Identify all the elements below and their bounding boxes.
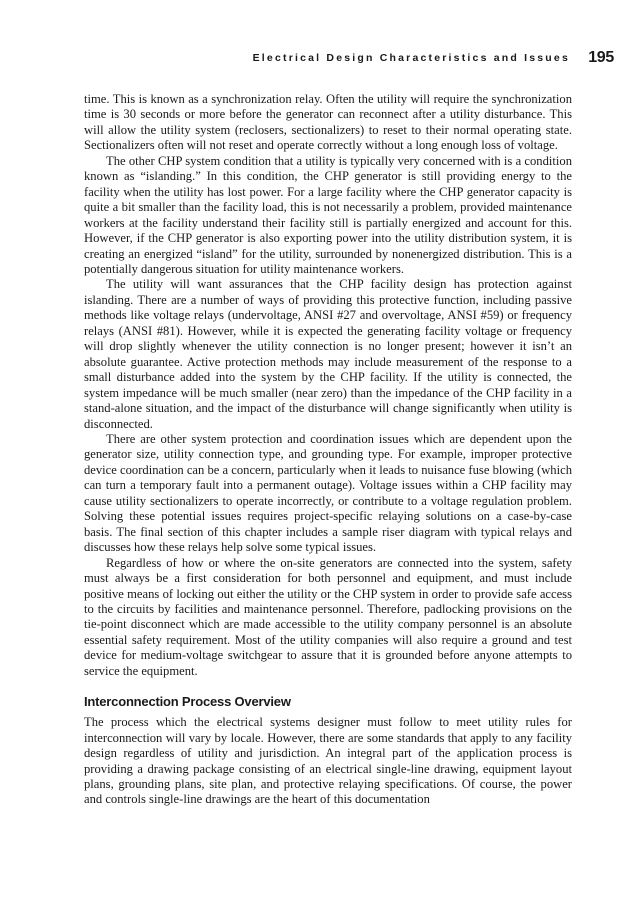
running-header (84, 51, 614, 71)
paragraph-anti-islanding-protection: The utility will want assurances that the CHP facility design has protection against islanding. There are a number of ways of providing this protective function, including passive methods like voltage relays (undervoltage, ANSI #27 and overvoltage, ANSI #59) or frequency relays (ANSI #81). However, while it is expected the generating facility voltage or frequency will drop slightly whenever the utility connection is no longer present; however it isn’t an absolute guarantee. Active protection methods may include measurement of the response to a small disturbance added into the system by the CHP facility. If the utility is connected, the system impedance will be much smaller (near zero) than the impedance of the CHP facility in a stand-alone situation, and the impact of the disturbance will change significantly when utility is disconnected. (84, 277, 572, 431)
paragraph-continued: time. This is known as a synchronization relay. Often the utility will require the synchronization time is 30 seconds or more before the generator can reconnect after a utility disturbance. This will allow the utility system (reclosers, sectionalizers) to reset to their normal operating state. Sectionalizers often will not reset and operate correctly without a long enough loss of voltage. (84, 92, 572, 153)
section-heading: Interconnection Process Overview (84, 694, 291, 710)
paragraph-safety-lockout: Regardless of how or where the on-site generators are connected into the system, safety must always be a first consideration for both personnel and equipment, and must include positive means of locking out either the utility or the CHP system in order to provide safe access to the circuits by facilities and maintenance personnel. Therefore, padlocking provisions on the tie-point disconnect which are made accessible to the utility company personnel is an absolute essential safety requirement. Most of the utility companies will also require a ground and test device for medium-voltage switchgear to assure that it is grounded before anyone attempts to service the equipment. (84, 555, 572, 678)
body-text (84, 92, 572, 808)
paragraph-protection-coordination: There are other system protection and coordination issues which are dependent upon the generator size, utility connection type, and grounding type. For example, improper protective device coordination can be a concern, particularly when it leads to nuisance fuse blowing (which can turn a temporary fault into a permanent outage). Voltage issues within a CHP facility may cause utility sectionalizers to operate incorrectly, or contribute to a voltage regulation problem. Solving these potential issues requires project-specific relaying solutions on a case-by-case basis. The final section of this chapter includes a sample riser diagram with typical relays and discusses how these relays help solve some typical issues. (84, 431, 572, 555)
paragraph-islanding: The other CHP system condition that a utility is typically very concerned with is a condition known as “islanding.” In this condition, the CHP generator is still providing energy to the facility when the utility has lost power. For a large facility where the CHP generator capacity is quite a bit smaller than the facility load, this is not necessarily a problem, provided maintenance workers at the facility understand their facility still is partially energized and account for this. However, if the CHP generator is also exporting power into the utility distribution system, it is creating an energized “island” for the utility, surrounded by nonenergized distribution. This is a potentially dangerous situation for utility maintenance workers. (84, 153, 572, 276)
running-title: Electrical Design Characteristics and Issues (252, 52, 570, 64)
page-number: 195 (588, 49, 614, 66)
paragraph-interconnection-process: The process which the electrical systems designer must follow to meet utility rules for interconnection will vary by locale. However, there are some standards that apply to any facility design regardless of utility and jurisdiction. An integral part of the application process is providing a drawing package consisting of an electrical single-line drawing, equipment layout plans, grounding plans, site plan, and protective relaying specifications. Of course, the power and controls single-line drawings are the heart of this documentation (84, 715, 572, 807)
